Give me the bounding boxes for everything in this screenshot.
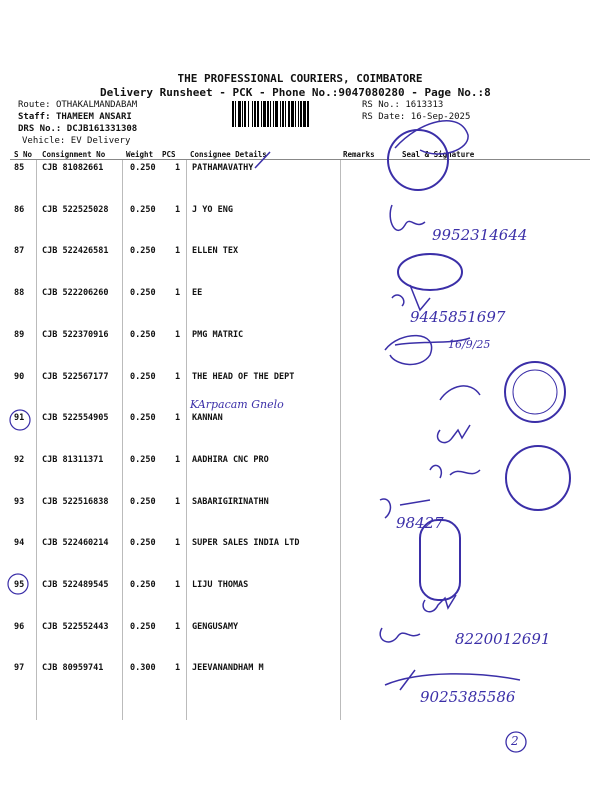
cell-consignee: LIJU THOMAS xyxy=(192,580,249,590)
rs-date-label: RS Date: xyxy=(362,112,406,122)
signature xyxy=(430,465,480,478)
cell-consignment: CJB 522554905 xyxy=(42,413,109,424)
stamp xyxy=(505,362,565,422)
cell-consignee: SABARIGIRINATHN xyxy=(192,496,269,507)
col-weight: Weight xyxy=(126,150,154,159)
staff-label: Staff: xyxy=(18,112,51,122)
cell-sno: 96 xyxy=(14,621,25,632)
tick-mark xyxy=(255,152,270,168)
signature xyxy=(440,386,480,400)
col-sno: S No xyxy=(14,150,33,159)
cell-pcs: 1 xyxy=(175,413,181,424)
stamp xyxy=(420,520,460,600)
route-value: OTHAKALMANDABAM xyxy=(55,100,138,110)
cell-pcs: 1 xyxy=(175,580,181,590)
col-consignment: Consignment No xyxy=(42,150,106,159)
cell-consignment: CJB 522426581 xyxy=(42,246,109,257)
col-remarks: Remarks xyxy=(343,150,375,159)
cell-weight: 0.250 xyxy=(130,288,156,299)
col-seal: Seal & Signature xyxy=(402,150,475,159)
cell-sno: 94 xyxy=(14,538,25,549)
vehicle-value: EV Delivery xyxy=(70,136,131,146)
cell-sno: 89 xyxy=(14,329,25,340)
cell-consignment: CJB 81311371 xyxy=(42,454,104,465)
cell-weight: 0.250 xyxy=(130,413,156,424)
cell-weight: 0.250 xyxy=(130,204,156,215)
cell-weight: 0.250 xyxy=(130,496,156,507)
stamp xyxy=(506,446,570,510)
cell-sno: 91 xyxy=(14,413,25,424)
runsheet-title: Delivery Runsheet - PCK - Phone No.:9047080280 - Page No.:8 xyxy=(100,86,491,99)
cell-weight: 0.250 xyxy=(130,580,156,590)
rs-date-value: 16-Sep-2025 xyxy=(410,112,471,122)
handwritten-phone: 98427 xyxy=(396,514,444,532)
cell-consignee: SUPER SALES INDIA LTD xyxy=(192,538,300,549)
col-pcs: PCS xyxy=(162,150,176,159)
cell-sno: 87 xyxy=(14,246,25,257)
cell-pcs: 1 xyxy=(175,204,181,215)
cell-consignment: CJB 522489545 xyxy=(42,580,109,590)
handwritten-note: KArpacam Gnelo xyxy=(190,398,284,411)
cell-consignee: EE xyxy=(192,288,203,299)
cell-consignment: CJB 522525028 xyxy=(42,204,109,215)
cell-pcs: 1 xyxy=(175,163,181,173)
cell-weight: 0.250 xyxy=(130,538,156,549)
cell-weight: 0.250 xyxy=(130,329,156,340)
signature xyxy=(437,425,470,443)
cell-consignment: CJB 522460214 xyxy=(42,538,109,549)
cell-pcs: 1 xyxy=(175,496,181,507)
drs-label: DRS No.: xyxy=(18,124,62,134)
handwritten-date: 16/9/25 xyxy=(448,338,491,351)
cell-consignee: AADHIRA CNC PRO xyxy=(192,454,269,465)
cell-sno: 85 xyxy=(14,163,25,173)
route-label: Route: xyxy=(18,100,51,110)
cell-weight: 0.250 xyxy=(130,621,156,632)
drs-value: DCJB161331308 xyxy=(66,124,138,134)
signature xyxy=(385,670,520,690)
cell-consignee: JEEVANANDHAM M xyxy=(192,663,264,674)
cell-sno: 86 xyxy=(14,204,25,215)
cell-pcs: 1 xyxy=(175,246,181,257)
cell-pcs: 1 xyxy=(175,329,181,340)
cell-sno: 97 xyxy=(14,663,25,674)
cell-consignee: ELLEN TEX xyxy=(192,246,239,257)
row-circle-mark xyxy=(8,574,28,594)
cell-pcs: 1 xyxy=(175,288,181,299)
stamp xyxy=(388,130,448,190)
cell-pcs: 1 xyxy=(175,621,181,632)
stamp xyxy=(513,370,557,414)
cell-sno: 93 xyxy=(14,496,25,507)
row-circle-mark xyxy=(10,410,30,430)
cell-pcs: 1 xyxy=(175,371,181,382)
cell-consignment: CJB 522567177 xyxy=(42,371,109,382)
cell-consignee: PMG MATRIC xyxy=(192,329,244,340)
cell-pcs: 1 xyxy=(175,538,181,549)
cell-consignee: GENGUSAMY xyxy=(192,621,239,632)
cell-sno: 88 xyxy=(14,288,25,299)
staff-value: THAMEEM ANSARI xyxy=(55,112,132,122)
cell-sno: 95 xyxy=(14,580,25,590)
cell-consignee: J YO ENG xyxy=(192,204,233,215)
rs-no-label: RS No.: xyxy=(362,100,400,110)
cell-consignment: CJB 522370916 xyxy=(42,329,109,340)
cell-sno: 90 xyxy=(14,371,25,382)
company-title: THE PROFESSIONAL COURIERS, COIMBATORE xyxy=(177,72,423,85)
handwritten-phone: 9025385586 xyxy=(420,688,516,706)
cell-consignment: CJB 522552443 xyxy=(42,621,109,632)
cell-consignee: THE HEAD OF THE DEPT xyxy=(192,371,295,382)
cell-consignment: CJB 522206260 xyxy=(42,288,109,299)
handwritten-phone: 8220012691 xyxy=(455,630,551,648)
signature xyxy=(395,121,468,154)
cell-consignment: CJB 522516838 xyxy=(42,496,109,507)
cell-consignee: PATHAMAVATHY xyxy=(192,163,254,173)
col-consignee: Consignee Details xyxy=(190,150,267,159)
cell-pcs: 1 xyxy=(175,663,181,674)
cell-weight: 0.250 xyxy=(130,454,156,465)
cell-weight: 0.250 xyxy=(130,371,156,382)
signature xyxy=(380,628,420,642)
cell-weight: 0.300 xyxy=(130,663,156,674)
stamp xyxy=(398,254,462,290)
rs-no-value: 1613313 xyxy=(405,100,444,110)
cell-consignment: CJB 81082661 xyxy=(42,163,104,173)
cell-weight: 0.250 xyxy=(130,163,156,173)
cell-consignment: CJB 80959741 xyxy=(42,663,104,674)
cell-sno: 92 xyxy=(14,454,25,465)
cell-consignee: KANNAN xyxy=(192,413,223,424)
cell-pcs: 1 xyxy=(175,454,181,465)
signature xyxy=(390,205,425,230)
handwritten-phone: 9445851697 xyxy=(410,308,506,326)
handwritten-phone: 9952314644 xyxy=(432,226,528,244)
vehicle-label: Vehicle: xyxy=(22,136,66,146)
cell-weight: 0.250 xyxy=(130,246,156,257)
handwritten-page-mark: 2 xyxy=(511,734,519,748)
